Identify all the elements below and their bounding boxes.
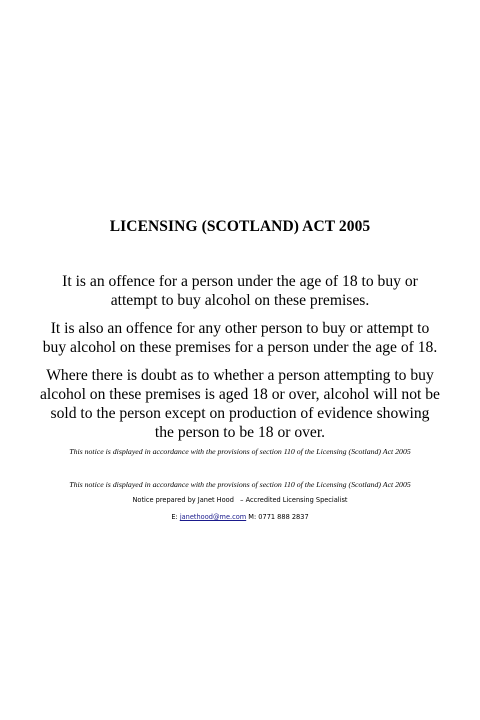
display-notice-2: This notice is displayed in accordance with the provisions of section 110 of the Licensing (Scotland) Act 2005 xyxy=(69,480,411,489)
notice-paragraph-2: It is also an offence for any other person to buy or attempt to buy alcohol on these premises for a person under the age of 18. xyxy=(42,320,438,356)
email-link[interactable]: janethood@me.com xyxy=(179,513,247,521)
contact-line xyxy=(0,513,480,521)
phone-text: M: 0771 888 2837 xyxy=(246,513,309,521)
display-notice-1: This notice is displayed in accordance with the provisions of section 110 of the Licensing (Scotland) Act 2005 xyxy=(69,447,411,456)
notice-paragraph-3: Where there is doubt as to whether a person attempting to buy alcohol on these premises is aged 18 or over, alcohol will not be sold to the person except on production of evidence showing the person to be 18 or over. xyxy=(40,367,440,441)
notice-paragraph-1: It is an offence for a person under the age of 18 to buy or attempt to buy alcohol on these premises. xyxy=(62,273,418,309)
prepared-by-text: Notice prepared by Janet Hood – Accredited Licensing Specialist xyxy=(132,496,348,504)
notice-title: LICENSING (SCOTLAND) ACT 2005 xyxy=(109,218,371,235)
email-label: E: xyxy=(171,513,180,521)
